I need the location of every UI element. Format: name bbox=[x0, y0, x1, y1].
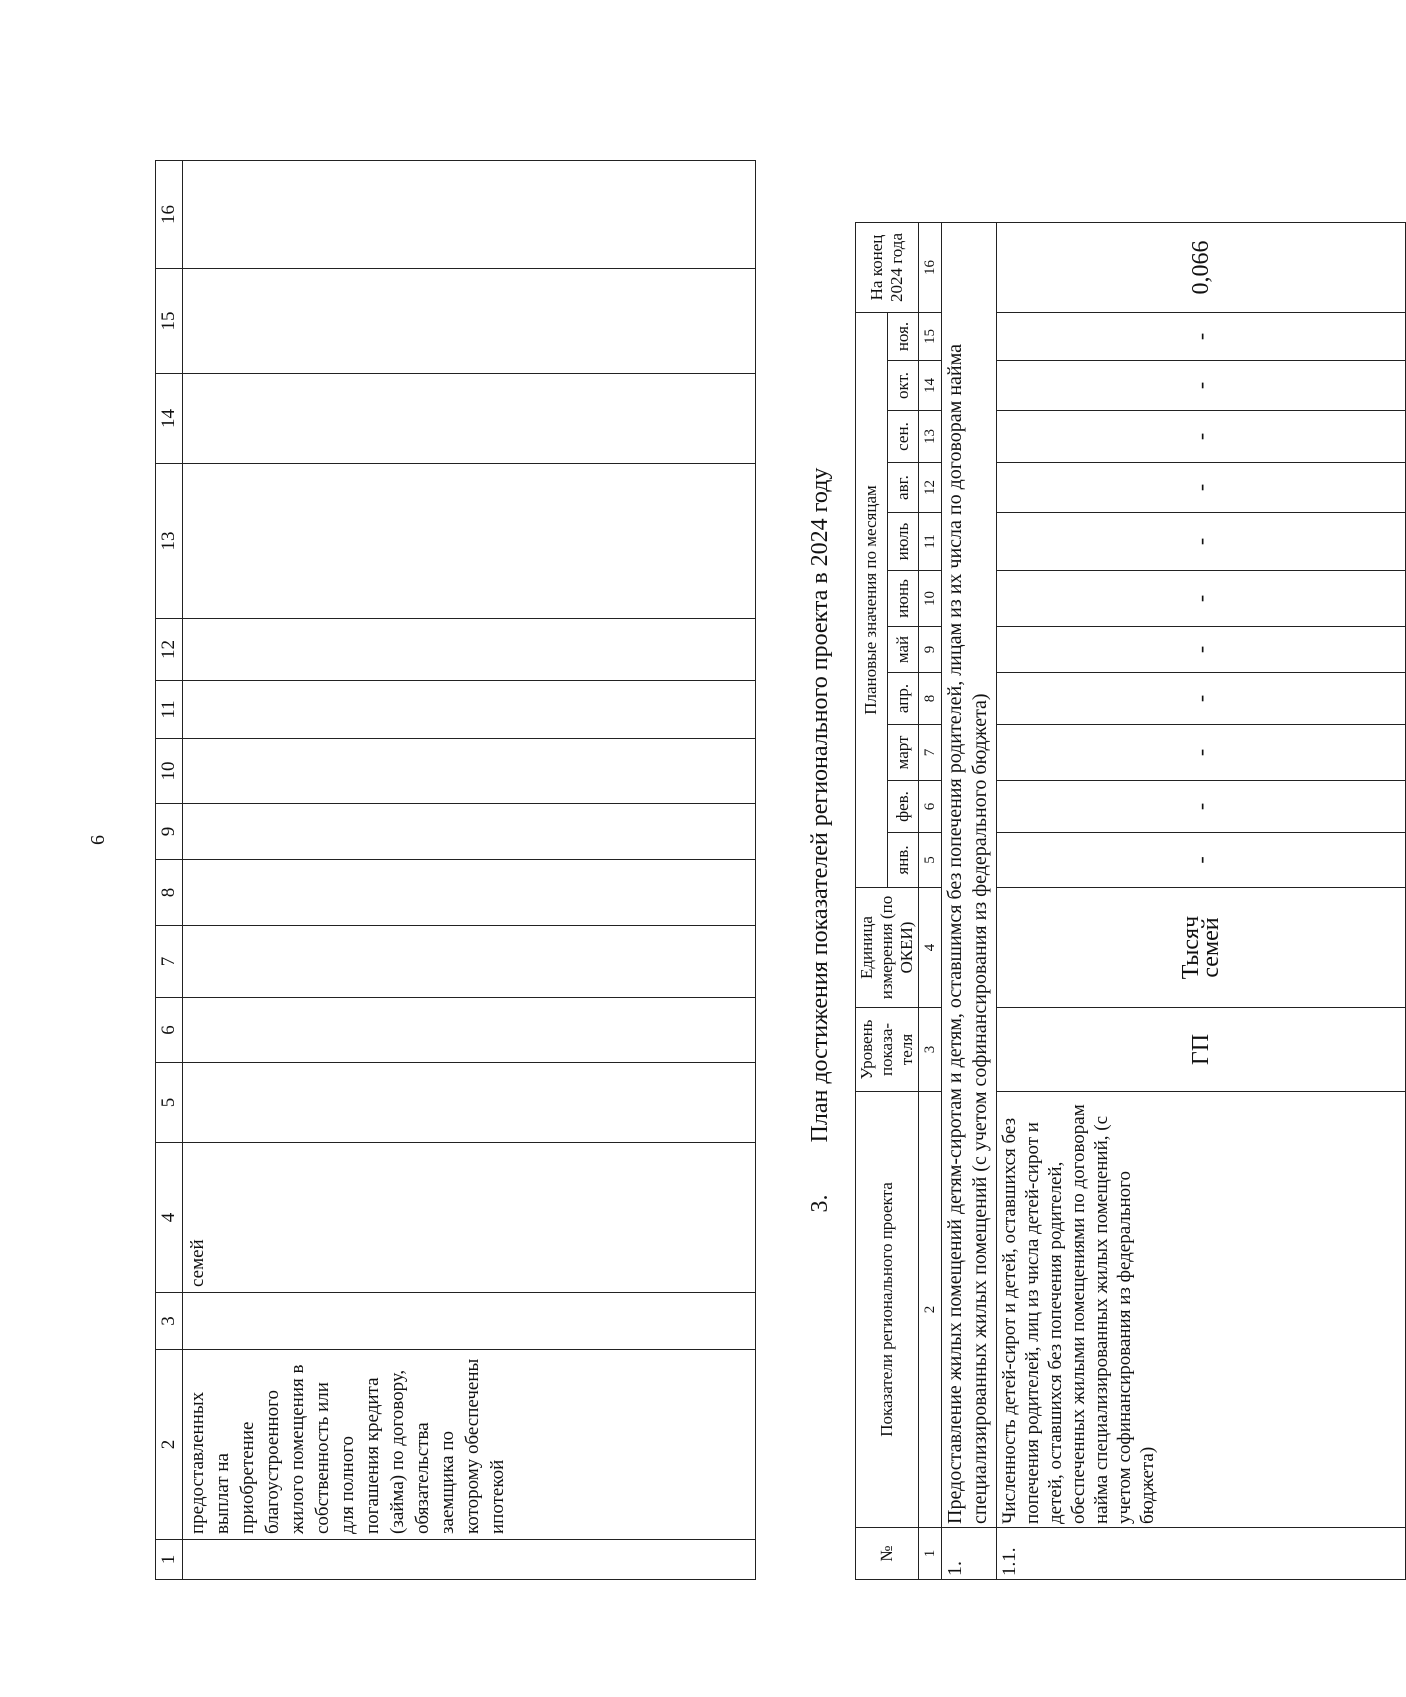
col-number: 14 bbox=[156, 374, 183, 464]
section-number: 3. bbox=[807, 1194, 833, 1213]
line-number: 14 bbox=[919, 361, 942, 411]
cell bbox=[183, 464, 756, 619]
line-number: 6 bbox=[919, 781, 942, 833]
plan-table bbox=[855, 222, 1406, 1580]
section-row-text: Предоставление жилых помещений детям-сиротам и детям, оставшимся без попечения родителей, лицам из их числа по договорам найма специализированных жилых помещений (с учетом софинансирования из федерального бюджета) bbox=[942, 223, 997, 1528]
col-number: 10 bbox=[156, 739, 183, 804]
month-header: июнь bbox=[887, 571, 919, 627]
col-number: 3 bbox=[156, 1293, 183, 1350]
column-numbers-row bbox=[156, 161, 183, 1580]
indicator-level: ГП bbox=[997, 1008, 1406, 1092]
monthly-value: - bbox=[997, 627, 1406, 673]
line-number: 2 bbox=[919, 1092, 942, 1528]
header-row-1 bbox=[856, 223, 888, 1580]
monthly-value: - bbox=[997, 513, 1406, 571]
month-header: сен. bbox=[887, 411, 919, 463]
end-of-year-value: 0,066 bbox=[997, 223, 1406, 313]
cell bbox=[183, 619, 756, 681]
cell bbox=[183, 374, 756, 464]
cell bbox=[183, 1063, 756, 1143]
header-indicators: Показатели регионального проекта bbox=[856, 1092, 919, 1528]
table-row bbox=[183, 161, 756, 1580]
month-header: апр. bbox=[887, 673, 919, 725]
cell bbox=[183, 269, 756, 374]
col-number: 13 bbox=[156, 464, 183, 619]
header-no: № bbox=[856, 1528, 919, 1580]
cell-no bbox=[183, 1540, 756, 1580]
col-number: 5 bbox=[156, 1063, 183, 1143]
cell bbox=[183, 681, 756, 739]
line-number: 16 bbox=[919, 223, 942, 313]
indicator-unit: Тысяч семей bbox=[997, 888, 1406, 1008]
line-number: 5 bbox=[919, 833, 942, 888]
monthly-value: - bbox=[997, 571, 1406, 627]
line-number: 9 bbox=[919, 627, 942, 673]
line-number: 3 bbox=[919, 1008, 942, 1092]
cell bbox=[183, 998, 756, 1063]
header-level: Уровень показа- теля bbox=[856, 1008, 919, 1092]
cell-level bbox=[183, 1293, 756, 1350]
monthly-value: - bbox=[997, 411, 1406, 463]
month-header: март bbox=[887, 725, 919, 781]
page-number: 6 bbox=[87, 835, 109, 845]
line-number: 4 bbox=[919, 888, 942, 1008]
header-unit: Единица измерения (по ОКЕИ) bbox=[856, 888, 919, 1008]
section-row bbox=[942, 223, 997, 1580]
monthly-value: - bbox=[997, 361, 1406, 411]
col-number: 11 bbox=[156, 681, 183, 739]
col-number: 8 bbox=[156, 860, 183, 926]
month-header: ноя. bbox=[887, 313, 919, 361]
col-number: 6 bbox=[156, 998, 183, 1063]
col-number: 4 bbox=[156, 1143, 183, 1293]
line-number: 12 bbox=[919, 463, 942, 513]
monthly-value: - bbox=[997, 725, 1406, 781]
col-number: 12 bbox=[156, 619, 183, 681]
continued-table bbox=[155, 160, 756, 1580]
section-title: План достижения показателей регионального проекта в 2024 году bbox=[807, 467, 833, 1143]
header-monthly: Плановые значения по месяцам bbox=[856, 313, 888, 888]
col-number: 2 bbox=[156, 1350, 183, 1540]
cell bbox=[183, 804, 756, 860]
month-header: фев. bbox=[887, 781, 919, 833]
monthly-value: - bbox=[997, 673, 1406, 725]
line-number: 1 bbox=[919, 1528, 942, 1580]
month-header: окт. bbox=[887, 361, 919, 411]
line-number: 10 bbox=[919, 571, 942, 627]
col-number: 7 bbox=[156, 926, 183, 998]
monthly-value: - bbox=[997, 463, 1406, 513]
line-number: 8 bbox=[919, 673, 942, 725]
monthly-value: - bbox=[997, 833, 1406, 888]
month-header: авг. bbox=[887, 463, 919, 513]
line-number: 15 bbox=[919, 313, 942, 361]
line-number: 7 bbox=[919, 725, 942, 781]
line-numbers-row bbox=[919, 223, 942, 1580]
col-number: 15 bbox=[156, 269, 183, 374]
indicator-name: Численность детей-сирот и детей, оставшихся без попечения родителей, лиц из числа детей-сирот и детей, оставшихся без попечения родителей, обеспеченных жилыми помещениями по договорам найма специализированных жилых помещений, (с учетом софинансирования из федерального бюджета) bbox=[997, 1092, 1406, 1528]
indicator-number: 1.1. bbox=[997, 1528, 1406, 1580]
indicator-row bbox=[997, 223, 1406, 1580]
line-number: 13 bbox=[919, 411, 942, 463]
rotated-page-content bbox=[155, 0, 1224, 1580]
cell-indicator-text: предоставленных выплат на приобретение благоустроенного жилого помещения в собственность или для полного погашения кредита (займа) по договору, обязательства заемщика по которому обеспечены ипотекой bbox=[183, 1350, 756, 1540]
cell bbox=[183, 739, 756, 804]
section-row-number: 1. bbox=[942, 1528, 997, 1580]
line-number: 11 bbox=[919, 513, 942, 571]
monthly-value: - bbox=[997, 781, 1406, 833]
month-header: май bbox=[887, 627, 919, 673]
cell bbox=[183, 860, 756, 926]
col-number: 9 bbox=[156, 804, 183, 860]
month-header: июль bbox=[887, 513, 919, 571]
month-header: янв. bbox=[887, 833, 919, 888]
header-end-of-year: На конец 2024 года bbox=[856, 223, 919, 313]
col-number: 16 bbox=[156, 161, 183, 269]
cell-unit: семей bbox=[183, 1143, 756, 1293]
cell bbox=[183, 926, 756, 998]
section-heading bbox=[805, 100, 835, 1580]
col-number: 1 bbox=[156, 1540, 183, 1580]
monthly-value: - bbox=[997, 313, 1406, 361]
cell bbox=[183, 161, 756, 269]
